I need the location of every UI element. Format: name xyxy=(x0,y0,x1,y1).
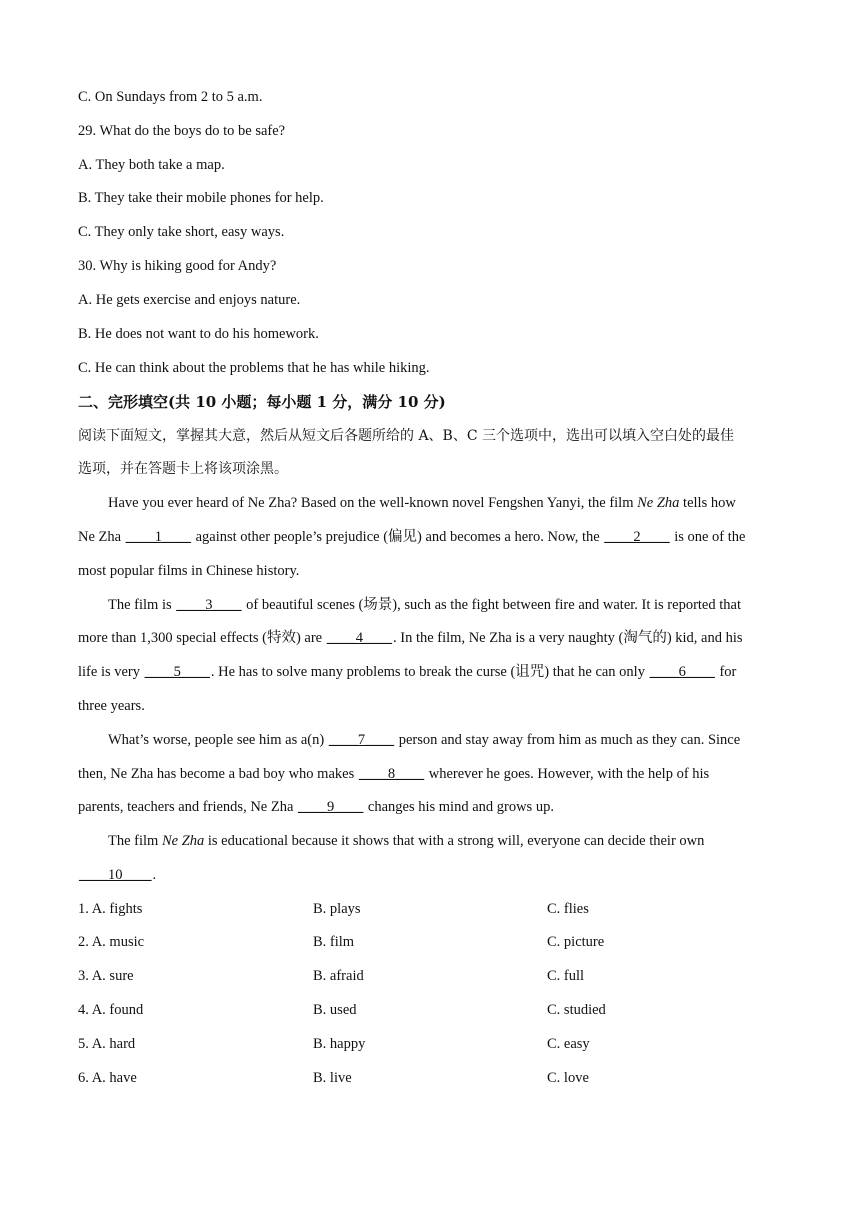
option-b: B. plays xyxy=(313,901,361,917)
option-c: C. studied xyxy=(547,1002,606,1018)
passage-line: then, Ne Zha has become a bad boy who makes ____8____ wherever he goes. However, with the help of his xyxy=(78,766,710,782)
instructions-line-1: 阅读下面短文，掌握其大意，然后从短文后各题所给的 A、B、C 三个选项中，选出可以填入空白处的最佳 xyxy=(78,428,735,444)
q30-option-b: B. He does not want to do his homework. xyxy=(78,326,319,342)
blank-6: ____6____ xyxy=(649,664,715,680)
blank-9: ____9____ xyxy=(298,799,364,815)
film-title: Ne Zha xyxy=(161,833,205,849)
passage-line: more than 1,300 special effects (特效) are ____4____. In the film, Ne Zha is a very naughty (淘气的) kid, and his xyxy=(78,630,743,646)
option-b: B. happy xyxy=(313,1036,366,1052)
option-c: C. easy xyxy=(547,1036,590,1052)
option-a: 4. A. found xyxy=(78,1002,144,1018)
passage-line: The film is ____3____ of beautiful scenes (场景), such as the fight between fire and water. It is reported that xyxy=(108,597,741,613)
section-heading: 二、完形填空(共 10 小题；每小题 1 分，满分 10 分) xyxy=(78,393,446,411)
option-a: 1. A. fights xyxy=(78,901,143,917)
passage-line: The film Ne Zha is educational because it shows that with a strong will, everyone can decide their own xyxy=(108,833,705,849)
q29-option-c: C. They only take short, easy ways. xyxy=(78,224,285,240)
blank-4: ____4____ xyxy=(326,630,392,646)
option-c: C. love xyxy=(547,1070,589,1086)
blank-5: ____5____ xyxy=(144,664,210,680)
passage-line: three years. xyxy=(78,698,145,714)
q29-option-b: B. They take their mobile phones for help. xyxy=(78,190,324,206)
blank-3: ____3____ xyxy=(176,597,242,613)
q30-option-c: C. He can think about the problems that he has while hiking. xyxy=(78,360,430,376)
passage-line: life is very ____5____. He has to solve many problems to break the curse (诅咒) that he can only ____6____ for xyxy=(78,664,737,680)
passage-line: Have you ever heard of Ne Zha? Based on the well-known novel Fengshen Yanyi, the film Ne Zha tells how xyxy=(108,495,736,511)
q29-question: 29. What do the boys do to be safe? xyxy=(78,123,286,139)
instructions-line-2: 选项，并在答题卡上将该项涂黑。 xyxy=(78,461,288,477)
q30-option-a: A. He gets exercise and enjoys nature. xyxy=(78,292,301,308)
option-a: 6. A. have xyxy=(78,1070,137,1086)
q29-option-a: A. They both take a map. xyxy=(78,157,225,173)
blank-1: ____1____ xyxy=(125,529,191,545)
passage-line: parents, teachers and friends, Ne Zha ____9____ changes his mind and grows up. xyxy=(78,799,554,815)
option-a: 5. A. hard xyxy=(78,1036,136,1052)
blank-8: ____8____ xyxy=(358,766,425,782)
passage-line: What’s worse, people see him as a(n) ____7____ person and stay away from him as much as they can. Since xyxy=(108,732,741,748)
option-c: C. picture xyxy=(547,934,605,950)
passage-line: ____10____. xyxy=(79,867,157,883)
q28-option-c: C. On Sundays from 2 to 5 a.m. xyxy=(78,89,263,105)
option-c: C. flies xyxy=(547,901,589,917)
option-b: B. used xyxy=(313,1002,357,1018)
option-b: B. afraid xyxy=(313,968,364,984)
option-b: B. live xyxy=(313,1070,352,1086)
option-b: B. film xyxy=(313,934,355,950)
q30-question: 30. Why is hiking good for Andy? xyxy=(78,258,277,274)
film-title: Ne Zha xyxy=(637,495,680,511)
passage-line: most popular films in Chinese history. xyxy=(78,563,300,579)
option-c: C. full xyxy=(547,968,585,984)
passage-line: Ne Zha ____1____ against other people’s prejudice (偏见) and becomes a hero. Now, the ____2____ is one of the xyxy=(78,529,746,545)
option-a: 3. A. sure xyxy=(78,968,134,984)
option-a: 2. A. music xyxy=(78,934,145,950)
blank-7: ____7____ xyxy=(328,732,395,748)
blank-10: ____10____ xyxy=(79,867,152,883)
blank-2: ____2____ xyxy=(604,529,670,545)
